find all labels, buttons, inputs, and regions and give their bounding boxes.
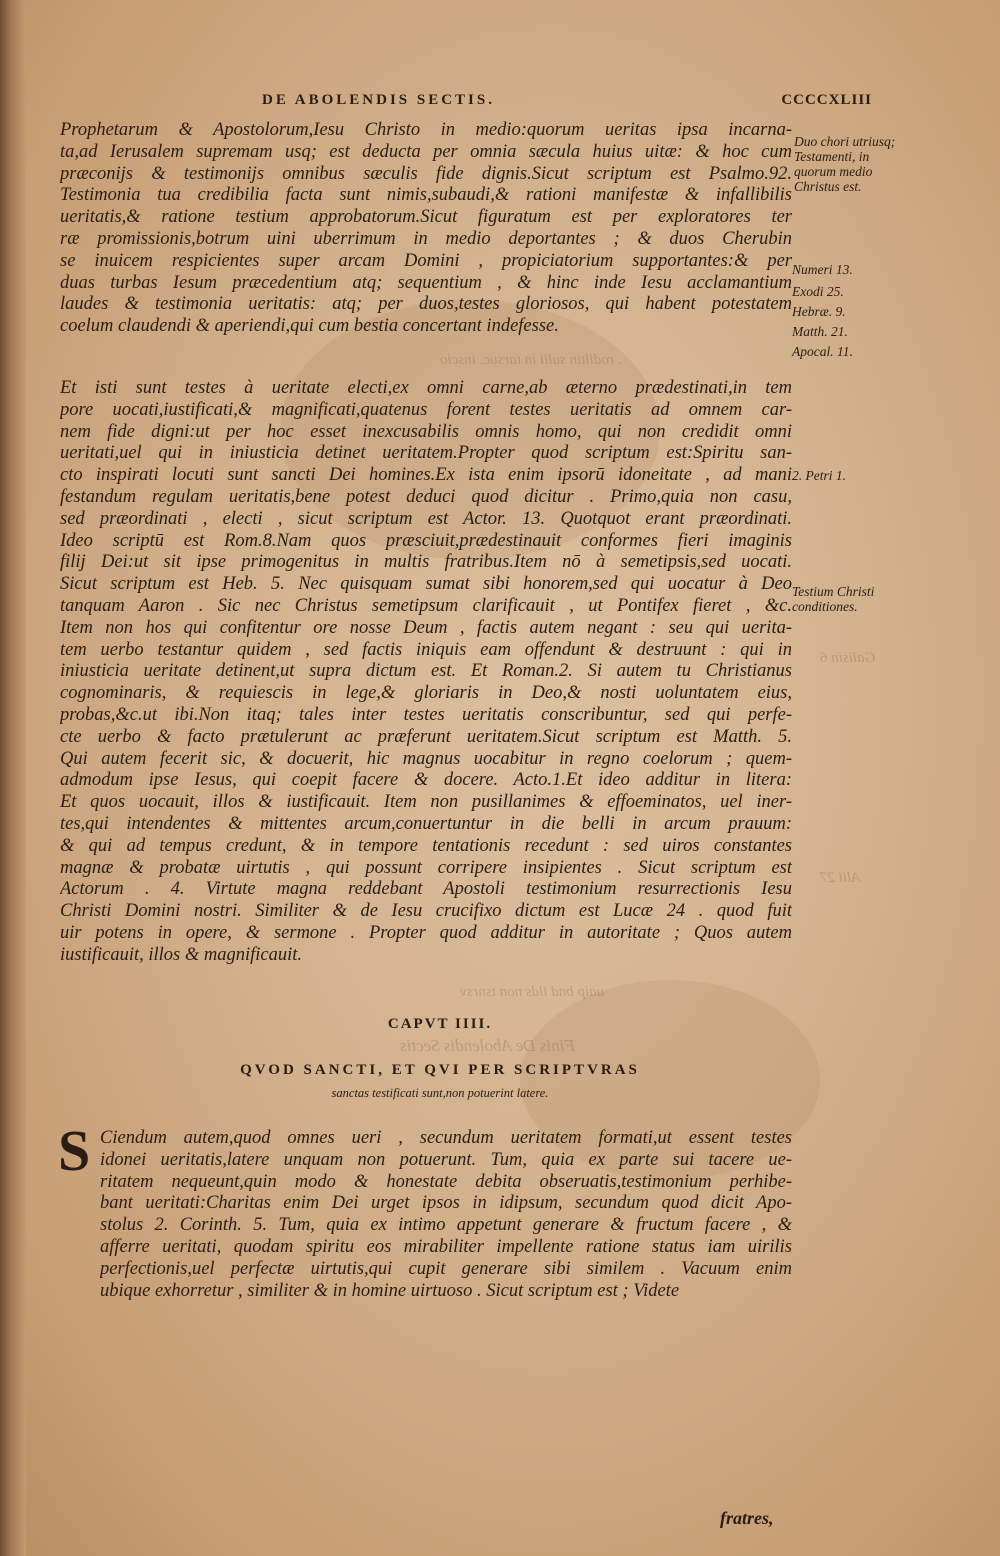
- show-through-text: Galisin 6: [820, 650, 876, 666]
- text-line: afferre ueritati, quodam spiritu eos mirabiliter impellente ratione status iam uirilis: [100, 1236, 792, 1257]
- text-line: Sicut scriptum est Heb. 5. Nec quisquam sumat sibi honorem,sed qui uocatur à Deo: [60, 574, 792, 595]
- text-line: cto inspirati locuti sunt sancti Dei homines.Ex ista enim ipsorū idoneitate , ad mani: [60, 465, 792, 486]
- text-line: ueritatis,& ratione testium approbatorum.Sicut figuratum est per exploratores ter: [60, 207, 792, 228]
- text-line: Item non hos qui confitentur ore nosse Deum , factis autem negant : seu qui uerita-: [60, 617, 792, 638]
- running-header: [262, 92, 872, 116]
- running-title: DE ABOLENDIS SECTIS.: [262, 92, 495, 108]
- margin-note: Testium Christi conditiones.: [792, 584, 875, 614]
- text-line: Et quos uocauit, illos & iustificauit. Item non pusillanimes & effoeminatos, uel iner-: [60, 792, 792, 813]
- folio-number: CCCCXLIII: [781, 92, 872, 108]
- text-line: ta,ad Ierusalem supremam usq; est deducta per omnia sæcula huius uitæ: & hoc cum: [60, 141, 792, 162]
- text-line: idonei ueritatis,latere unquam non potuerunt. Tum, quia ex parte sui tacere ue-: [100, 1149, 792, 1170]
- text-line: laudes & testimonia ueritatis: atq; per duos,testes gloriosos, qui habent potestatem: [60, 294, 792, 315]
- text-line: stolus 2. Corinth. 5. Tum, quia ex intimo appetunt generare & fructum facere , &: [100, 1215, 792, 1236]
- show-through-text: Alii 27: [820, 870, 861, 886]
- text-line: ueritati,uel qui in iniusticia detinet ueritatem.Propter quod scriptum est:Spiritu san-: [60, 443, 792, 464]
- paragraph-3: [100, 1128, 792, 1302]
- text-line: iustificauit, illos & magnificauit.: [60, 944, 303, 965]
- text-line: nem fide digni:ut per hoc esset inexcusabilis omnis homo, qui non credidit omni: [60, 421, 792, 442]
- text-line: bant ueritati:Charitas enim Dei urget ipsos in idipsum, secundum quod dicit Apo-: [100, 1193, 792, 1214]
- text-line: & qui ad tempus credunt, & in tempore tentationis recedunt : sed uiros constantes: [60, 835, 792, 856]
- catchword: fratres,: [720, 1508, 774, 1528]
- text-line: magnæ & probatæ uirtutis , qui possunt corripere insipientes . Sicut scriptum est: [60, 857, 792, 878]
- text-line: coelum claudendi & aperiendi,qui cum bestia concertant indefesse.: [60, 316, 559, 337]
- text-line: Prophetarum & Apostolorum,Iesu Christo in medio:quorum ueritas ipsa incarna-: [60, 120, 792, 140]
- binding-gutter: [0, 0, 26, 1556]
- paragraph-1: [60, 120, 792, 338]
- text-line: festandum regulam ueritatis,bene potest deduci quod dicitur . Primo,quia non casu,: [60, 486, 792, 507]
- paragraph-2: [60, 378, 792, 967]
- text-line: tem uerbo testantur quidem , sed factis iniquis eam offendunt & destruunt : qui in: [60, 639, 792, 660]
- text-line: ræ promissionis,botrum uini uberrimum in medio deportantes ; & duos Cherubin: [60, 228, 792, 249]
- text-line: Actorum . 4. Virtute magna reddebant Apostoli testimonium resurrectionis Iesu: [60, 879, 792, 900]
- chapter-subtitle: sanctas testificati sunt,non potuerint latere.: [331, 1086, 549, 1100]
- text-line: probas,&c.ut ibi.Non itaq; tales inter testes ueritatis conscribuntur, sed qui perfe-: [60, 704, 792, 725]
- text-line: cognominaris, & requiescis in lege,& gloriaris in Deo,& nosti uoluntatem eius,: [60, 683, 792, 704]
- margin-note: Exodi 25.: [792, 284, 844, 299]
- text-line: Ciendum autem,quod omnes ueri , secundum ueritatem formati,ut essent testes: [100, 1128, 792, 1148]
- show-through-text: Finis De Abolendis Sectis: [400, 1036, 575, 1055]
- text-line: perfectionis,uel perfectæ uirtutis,qui cupit generare sibi similem . Vacuum enim: [100, 1258, 792, 1279]
- text-line: duas turbas Iesum præcedentium atq; sequentium , & hinc inde Iesu acclamantium: [60, 272, 792, 293]
- text-line: Qui autem fecerit sic, & docuerit, hic magnus uocabitur in regno coelorum ; quem-: [60, 748, 792, 769]
- text-line: tanquam Aaron . Sic nec Christus semetipsum clarificauit , ut Pontifex fieret , &c.: [60, 595, 792, 616]
- margin-note: Duo chori utriusq; Testamenti, in quorum medio Christus est.: [794, 134, 896, 194]
- text-line: ritatem nequeunt,quin modo & honestate debita obseruatis,testimonium perhibe-: [100, 1171, 792, 1192]
- drop-capital: S: [58, 1118, 91, 1183]
- margin-note: Hebræ. 9.: [792, 304, 846, 319]
- show-through-text: . rodiltin sulli in tarsuc. inscio: [440, 352, 622, 368]
- text-line: præconijs & testimonijs omnibus sæculis fide dignis.Sicut scriptum est Psalmo.92.: [60, 163, 792, 184]
- text-line: admodum ipse Iesus, qui coepit facere & docere. Acto.1.Et ideo additur in litera:: [60, 770, 792, 791]
- margin-note: 2. Petri 1.: [792, 468, 846, 483]
- show-through-text: uaip bnd ilds non tsnrsv: [460, 984, 605, 1000]
- text-line: se inuicem respicientes super arcam Domini , propiciatorium supportantes:& per: [60, 250, 792, 271]
- text-line: filij Dei:ut sit ipse primogenitus in multis fratribus.Item nō à semetipsis,sed uocati.: [60, 552, 792, 573]
- text-line: uir potens in opere, & sermone . Propter quod additur in autoritate ; Quos autem: [60, 922, 792, 943]
- margin-note: Matth. 21.: [792, 324, 848, 339]
- margin-note: Apocal. 11.: [792, 344, 853, 359]
- text-line: tes,qui intendentes & mittentes arcum,conuertuntur in die belli in arcum prauum:: [60, 813, 792, 834]
- chapter-number: CAPVT IIII.: [387, 1016, 493, 1032]
- text-line: cte uerbo & facto prætulerunt ac præferunt ueritatem.Sicut scriptum est Matth. 5.: [60, 726, 792, 747]
- text-line: iniusticia ueritate detinent,ut supra dictum est. Et Roman.2. Si autem tu Christianus: [60, 661, 792, 682]
- text-line: pore uocati,iustificati,& magnificati,quatenus forent testes ueritatis ad omnem car-: [60, 399, 792, 420]
- chapter-title: QVOD SANCTI, ET QVI PER SCRIPTVRAS: [240, 1062, 640, 1078]
- text-line: Christi Domini nostri. Similiter & de Iesu crucifixo dictum est Lucæ 24 . quod fuit: [60, 901, 792, 922]
- margin-note: Numeri 13.: [792, 262, 853, 277]
- text-line: Et isti sunt testes à ueritate electi,ex omni carne,ab æterno prædestinati,in tem: [60, 378, 792, 398]
- text-line: sed præordinati , electi , sicut scriptum est Actor. 13. Quotquot erant præordinati.: [60, 508, 792, 529]
- text-line: Ideo scriptū est Rom.8.Nam quos præsciuit,prædestinauit conformes fieri imaginis: [60, 530, 792, 551]
- text-line: Testimonia tua credibilia facta sunt nimis,subaudi,& rationi manifestæ & infallibilis: [60, 185, 792, 206]
- text-line: ubique exhorretur , similiter & in homine uirtuoso . Sicut scriptum est ; Videte: [100, 1280, 680, 1301]
